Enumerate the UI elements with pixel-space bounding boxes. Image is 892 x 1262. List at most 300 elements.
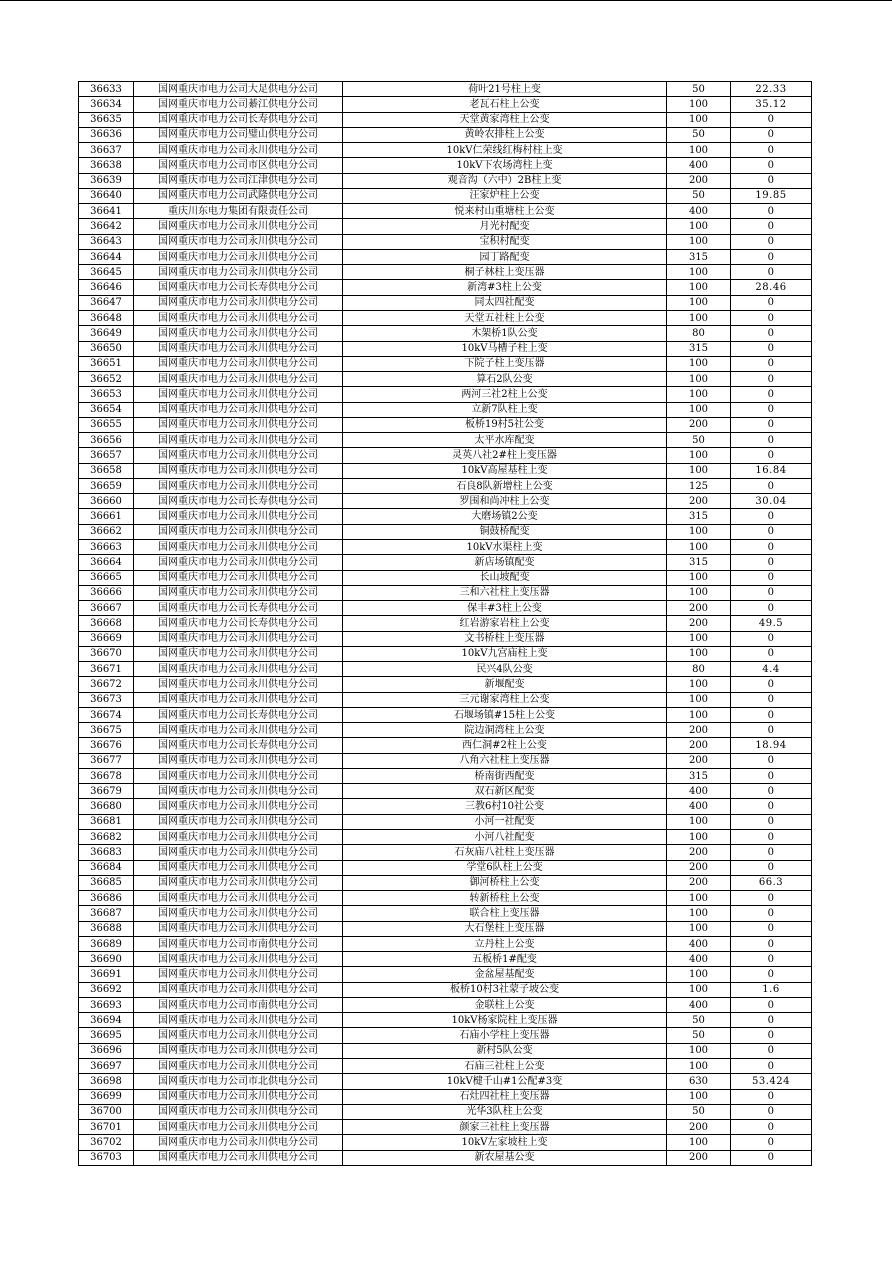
capacity-cell: 100 <box>667 1135 731 1150</box>
transformer-name-cell: 御河桥柱上公变 <box>343 875 667 890</box>
transformer-name-cell: 三教6村10社公变 <box>343 799 667 814</box>
transformer-name-cell: 五板桥1#配变 <box>343 952 667 967</box>
capacity-cell: 315 <box>667 555 731 570</box>
company-cell: 国网重庆市电力公司永川供电分公司 <box>134 539 343 554</box>
value-cell: 66.3 <box>731 875 812 890</box>
capacity-cell: 100 <box>667 97 731 112</box>
capacity-cell: 100 <box>667 814 731 829</box>
row-number-cell: 36675 <box>79 723 134 738</box>
row-number-cell: 36643 <box>79 234 134 249</box>
capacity-cell: 100 <box>667 539 731 554</box>
company-cell: 国网重庆市电力公司永川供电分公司 <box>134 356 343 371</box>
transformer-name-cell: 石灰庙八社柱上变压器 <box>343 845 667 860</box>
transformer-name-cell: 转新桥柱上公变 <box>343 891 667 906</box>
transformer-name-cell: 光华3队柱上公变 <box>343 1104 667 1119</box>
transformer-name-cell: 悦来村山重塘柱上公变 <box>343 204 667 219</box>
value-cell: 0 <box>731 310 812 325</box>
capacity-cell: 400 <box>667 799 731 814</box>
table-row <box>79 280 812 295</box>
capacity-cell: 200 <box>667 173 731 188</box>
table-row <box>79 677 812 692</box>
value-cell: 0 <box>731 906 812 921</box>
company-cell: 国网重庆市电力公司永川供电分公司 <box>134 1043 343 1058</box>
company-cell: 国网重庆市电力公司永川供电分公司 <box>134 402 343 417</box>
row-number-cell: 36654 <box>79 402 134 417</box>
value-cell: 0 <box>731 1059 812 1074</box>
value-cell: 30.04 <box>731 494 812 509</box>
row-number-cell: 36652 <box>79 372 134 387</box>
capacity-cell: 100 <box>667 982 731 997</box>
row-number-cell: 36683 <box>79 845 134 860</box>
row-number-cell: 36647 <box>79 295 134 310</box>
value-cell: 53.424 <box>731 1074 812 1089</box>
capacity-cell: 125 <box>667 478 731 493</box>
company-cell: 国网重庆市电力公司永川供电分公司 <box>134 341 343 356</box>
table-row <box>79 952 812 967</box>
value-cell: 0 <box>731 707 812 722</box>
transformer-name-cell: 新农屋基公变 <box>343 1150 667 1165</box>
table-row <box>79 1074 812 1089</box>
capacity-cell: 100 <box>667 1043 731 1058</box>
transformer-name-cell: 黄岭农排柱上公变 <box>343 127 667 142</box>
capacity-cell: 100 <box>667 295 731 310</box>
transformer-name-cell: 立丹柱上公变 <box>343 936 667 951</box>
value-cell: 0 <box>731 417 812 432</box>
transformer-name-cell: 10kV杨家院柱上变压器 <box>343 1013 667 1028</box>
company-cell: 国网重庆市电力公司大足供电分公司 <box>134 82 343 97</box>
row-number-cell: 36657 <box>79 448 134 463</box>
value-cell: 0 <box>731 524 812 539</box>
row-number-cell: 36689 <box>79 936 134 951</box>
transformer-name-cell: 月光村配变 <box>343 219 667 234</box>
value-cell: 0 <box>731 1089 812 1104</box>
transformer-name-cell: 10kV高屋基柱上变 <box>343 463 667 478</box>
table-row <box>79 1135 812 1150</box>
table-row <box>79 1150 812 1165</box>
table-row <box>79 463 812 478</box>
row-number-cell: 36658 <box>79 463 134 478</box>
value-cell: 0 <box>731 1013 812 1028</box>
value-cell: 16.84 <box>731 463 812 478</box>
row-number-cell: 36655 <box>79 417 134 432</box>
company-cell: 国网重庆市电力公司永川供电分公司 <box>134 1135 343 1150</box>
table-row <box>79 967 812 982</box>
row-number-cell: 36633 <box>79 82 134 97</box>
table-row <box>79 204 812 219</box>
row-number-cell: 36693 <box>79 997 134 1012</box>
table-row <box>79 692 812 707</box>
capacity-cell: 100 <box>667 448 731 463</box>
company-cell: 国网重庆市电力公司长寿供电分公司 <box>134 738 343 753</box>
row-number-cell: 36644 <box>79 249 134 264</box>
capacity-cell: 400 <box>667 158 731 173</box>
capacity-cell: 315 <box>667 249 731 264</box>
table-row <box>79 891 812 906</box>
capacity-cell: 200 <box>667 1120 731 1135</box>
company-cell: 国网重庆市电力公司永川供电分公司 <box>134 555 343 570</box>
value-cell: 0 <box>731 799 812 814</box>
company-cell: 国网重庆市电力公司市北供电分公司 <box>134 1074 343 1089</box>
table-row <box>79 524 812 539</box>
transformer-name-cell: 10kV九宫庙柱上变 <box>343 646 667 661</box>
row-number-cell: 36668 <box>79 616 134 631</box>
transformer-name-cell: 金盆屋基配变 <box>343 967 667 982</box>
table-row <box>79 738 812 753</box>
value-cell: 4.4 <box>731 662 812 677</box>
company-cell: 重庆川东电力集团有限责任公司 <box>134 204 343 219</box>
value-cell: 0 <box>731 295 812 310</box>
row-number-cell: 36656 <box>79 433 134 448</box>
row-number-cell: 36663 <box>79 539 134 554</box>
row-number-cell: 36638 <box>79 158 134 173</box>
company-cell: 国网重庆市电力公司永川供电分公司 <box>134 417 343 432</box>
transformer-name-cell: 保丰#3柱上公变 <box>343 601 667 616</box>
capacity-cell: 50 <box>667 433 731 448</box>
value-cell: 0 <box>731 677 812 692</box>
capacity-cell: 100 <box>667 677 731 692</box>
company-cell: 国网重庆市电力公司市南供电分公司 <box>134 997 343 1012</box>
table-row <box>79 555 812 570</box>
capacity-cell: 315 <box>667 509 731 524</box>
table-row <box>79 158 812 173</box>
table-row <box>79 341 812 356</box>
value-cell: 0 <box>731 112 812 127</box>
value-cell: 0 <box>731 601 812 616</box>
company-cell: 国网重庆市电力公司永川供电分公司 <box>134 219 343 234</box>
row-number-cell: 36700 <box>79 1104 134 1119</box>
row-number-cell: 36666 <box>79 585 134 600</box>
company-cell: 国网重庆市电力公司永川供电分公司 <box>134 1089 343 1104</box>
capacity-cell: 100 <box>667 570 731 585</box>
table-row <box>79 173 812 188</box>
capacity-cell: 100 <box>667 234 731 249</box>
value-cell: 0 <box>731 768 812 783</box>
row-number-cell: 36701 <box>79 1120 134 1135</box>
row-number-cell: 36669 <box>79 631 134 646</box>
capacity-cell: 100 <box>667 692 731 707</box>
row-number-cell: 36679 <box>79 784 134 799</box>
row-number-cell: 36650 <box>79 341 134 356</box>
company-cell: 国网重庆市电力公司永川供电分公司 <box>134 326 343 341</box>
company-cell: 国网重庆市电力公司永川供电分公司 <box>134 875 343 890</box>
row-number-cell: 36670 <box>79 646 134 661</box>
value-cell: 0 <box>731 891 812 906</box>
row-number-cell: 36696 <box>79 1043 134 1058</box>
company-cell: 国网重庆市电力公司永川供电分公司 <box>134 143 343 158</box>
transformer-name-cell: 桥南街西配变 <box>343 768 667 783</box>
table-row <box>79 982 812 997</box>
value-cell: 49.5 <box>731 616 812 631</box>
table-row <box>79 402 812 417</box>
capacity-cell: 100 <box>667 1059 731 1074</box>
value-cell: 0 <box>731 143 812 158</box>
company-cell: 国网重庆市电力公司永川供电分公司 <box>134 845 343 860</box>
table-row <box>79 234 812 249</box>
table-row <box>79 265 812 280</box>
capacity-cell: 100 <box>667 707 731 722</box>
row-number-cell: 36642 <box>79 219 134 234</box>
capacity-cell: 100 <box>667 921 731 936</box>
value-cell: 0 <box>731 555 812 570</box>
value-cell: 0 <box>731 341 812 356</box>
company-cell: 国网重庆市电力公司永川供电分公司 <box>134 921 343 936</box>
row-number-cell: 36660 <box>79 494 134 509</box>
transformer-name-cell: 宝积村配变 <box>343 234 667 249</box>
transformer-name-cell: 新村5队公变 <box>343 1043 667 1058</box>
company-cell: 国网重庆市电力公司永川供电分公司 <box>134 768 343 783</box>
value-cell: 0 <box>731 478 812 493</box>
capacity-cell: 100 <box>667 967 731 982</box>
value-cell: 0 <box>731 936 812 951</box>
transformer-name-cell: 金联柱上公变 <box>343 997 667 1012</box>
company-cell: 国网重庆市电力公司永川供电分公司 <box>134 692 343 707</box>
transformer-name-cell: 两河三社2柱上公变 <box>343 387 667 402</box>
table-body <box>79 82 812 1166</box>
table-row <box>79 921 812 936</box>
value-cell: 0 <box>731 265 812 280</box>
transformer-name-cell: 大磨场镇2公变 <box>343 509 667 524</box>
table-row <box>79 875 812 890</box>
value-cell: 0 <box>731 692 812 707</box>
company-cell: 国网重庆市电力公司永川供电分公司 <box>134 784 343 799</box>
row-number-cell: 36680 <box>79 799 134 814</box>
row-number-cell: 36646 <box>79 280 134 295</box>
transformer-name-cell: 罗围和尚冲柱上公变 <box>343 494 667 509</box>
value-cell: 0 <box>731 921 812 936</box>
capacity-cell: 100 <box>667 906 731 921</box>
row-number-cell: 36698 <box>79 1074 134 1089</box>
table-row <box>79 417 812 432</box>
capacity-cell: 630 <box>667 1074 731 1089</box>
table-row <box>79 1120 812 1135</box>
company-cell: 国网重庆市电力公司永川供电分公司 <box>134 952 343 967</box>
transformer-name-cell: 三元谢家湾柱上公变 <box>343 692 667 707</box>
capacity-cell: 100 <box>667 112 731 127</box>
transformer-name-cell: 板桥10村3社蒙子坡公变 <box>343 982 667 997</box>
row-number-cell: 36673 <box>79 692 134 707</box>
table-row <box>79 768 812 783</box>
table-row <box>79 188 812 203</box>
capacity-cell: 200 <box>667 845 731 860</box>
row-number-cell: 36676 <box>79 738 134 753</box>
row-number-cell: 36699 <box>79 1089 134 1104</box>
transformer-name-cell: 同太四社配变 <box>343 295 667 310</box>
transformer-name-cell: 天堂五社柱上公变 <box>343 310 667 325</box>
company-cell: 国网重庆市电力公司永川供电分公司 <box>134 753 343 768</box>
transformer-name-cell: 小河一社配变 <box>343 814 667 829</box>
value-cell: 0 <box>731 127 812 142</box>
substation-table <box>78 81 812 1166</box>
value-cell: 0 <box>731 570 812 585</box>
transformer-name-cell: 10kV楗千山#1公配#3变 <box>343 1074 667 1089</box>
company-cell: 国网重庆市电力公司綦江供电分公司 <box>134 97 343 112</box>
company-cell: 国网重庆市电力公司永川供电分公司 <box>134 1120 343 1135</box>
value-cell: 0 <box>731 784 812 799</box>
transformer-name-cell: 石庙三社柱上公变 <box>343 1059 667 1074</box>
table-row <box>79 509 812 524</box>
row-number-cell: 36688 <box>79 921 134 936</box>
company-cell: 国网重庆市电力公司长寿供电分公司 <box>134 112 343 127</box>
capacity-cell: 100 <box>667 143 731 158</box>
capacity-cell: 200 <box>667 417 731 432</box>
row-number-cell: 36653 <box>79 387 134 402</box>
capacity-cell: 100 <box>667 387 731 402</box>
table-row <box>79 616 812 631</box>
value-cell: 0 <box>731 509 812 524</box>
company-cell: 国网重庆市电力公司永川供电分公司 <box>134 433 343 448</box>
value-cell: 0 <box>731 402 812 417</box>
capacity-cell: 100 <box>667 524 731 539</box>
capacity-cell: 80 <box>667 326 731 341</box>
company-cell: 国网重庆市电力公司市南供电分公司 <box>134 936 343 951</box>
value-cell: 0 <box>731 204 812 219</box>
transformer-name-cell: 三和六社柱上变压器 <box>343 585 667 600</box>
value-cell: 0 <box>731 723 812 738</box>
table-row <box>79 326 812 341</box>
row-number-cell: 36677 <box>79 753 134 768</box>
capacity-cell: 200 <box>667 723 731 738</box>
table-row <box>79 1059 812 1074</box>
transformer-name-cell: 大石堡柱上变压器 <box>343 921 667 936</box>
company-cell: 国网重庆市电力公司永川供电分公司 <box>134 1013 343 1028</box>
table-row <box>79 662 812 677</box>
row-number-cell: 36694 <box>79 1013 134 1028</box>
capacity-cell: 200 <box>667 1150 731 1165</box>
company-cell: 国网重庆市电力公司永川供电分公司 <box>134 860 343 875</box>
table-row <box>79 830 812 845</box>
capacity-cell: 400 <box>667 936 731 951</box>
capacity-cell: 50 <box>667 1013 731 1028</box>
capacity-cell: 400 <box>667 784 731 799</box>
transformer-name-cell: 石堰场镇#15柱上公变 <box>343 707 667 722</box>
row-number-cell: 36648 <box>79 310 134 325</box>
transformer-name-cell: 铜鼓桥配变 <box>343 524 667 539</box>
table-row <box>79 433 812 448</box>
row-number-cell: 36636 <box>79 127 134 142</box>
transformer-name-cell: 新湾#3柱上公变 <box>343 280 667 295</box>
transformer-name-cell: 八角六社柱上变压器 <box>343 753 667 768</box>
transformer-name-cell: 石良8队新增柱上公变 <box>343 478 667 493</box>
row-number-cell: 36651 <box>79 356 134 371</box>
value-cell: 0 <box>731 158 812 173</box>
transformer-name-cell: 老瓦石柱上公变 <box>343 97 667 112</box>
value-cell: 22.33 <box>731 82 812 97</box>
table-row <box>79 97 812 112</box>
table-row <box>79 1028 812 1043</box>
value-cell: 1.6 <box>731 982 812 997</box>
table-row <box>79 387 812 402</box>
table-row <box>79 82 812 97</box>
capacity-cell: 50 <box>667 188 731 203</box>
capacity-cell: 100 <box>667 1089 731 1104</box>
company-cell: 国网重庆市电力公司璧山供电分公司 <box>134 127 343 142</box>
capacity-cell: 200 <box>667 860 731 875</box>
company-cell: 国网重庆市电力公司永川供电分公司 <box>134 570 343 585</box>
transformer-name-cell: 下院子柱上变压器 <box>343 356 667 371</box>
company-cell: 国网重庆市电力公司长寿供电分公司 <box>134 494 343 509</box>
company-cell: 国网重庆市电力公司永川供电分公司 <box>134 1104 343 1119</box>
table-row <box>79 356 812 371</box>
table-row <box>79 845 812 860</box>
table-row <box>79 143 812 158</box>
value-cell: 0 <box>731 234 812 249</box>
row-number-cell: 36667 <box>79 601 134 616</box>
company-cell: 国网重庆市电力公司长寿供电分公司 <box>134 616 343 631</box>
company-cell: 国网重庆市电力公司永川供电分公司 <box>134 906 343 921</box>
transformer-name-cell: 园丁路配变 <box>343 249 667 264</box>
company-cell: 国网重庆市电力公司武隆供电分公司 <box>134 188 343 203</box>
transformer-name-cell: 10kV仁荣线红梅村柱上变 <box>343 143 667 158</box>
value-cell: 0 <box>731 219 812 234</box>
row-number-cell: 36684 <box>79 860 134 875</box>
capacity-cell: 200 <box>667 875 731 890</box>
table-row <box>79 1104 812 1119</box>
transformer-name-cell: 汪家炉柱上公变 <box>343 188 667 203</box>
value-cell: 0 <box>731 387 812 402</box>
page-top-rule <box>0 0 892 1</box>
row-number-cell: 36697 <box>79 1059 134 1074</box>
value-cell: 0 <box>731 814 812 829</box>
company-cell: 国网重庆市电力公司永川供电分公司 <box>134 448 343 463</box>
value-cell: 0 <box>731 585 812 600</box>
table-row <box>79 631 812 646</box>
company-cell: 国网重庆市电力公司永川供电分公司 <box>134 310 343 325</box>
company-cell: 国网重庆市电力公司永川供电分公司 <box>134 249 343 264</box>
capacity-cell: 200 <box>667 753 731 768</box>
value-cell: 0 <box>731 830 812 845</box>
row-number-cell: 36671 <box>79 662 134 677</box>
company-cell: 国网重庆市电力公司永川供电分公司 <box>134 799 343 814</box>
row-number-cell: 36665 <box>79 570 134 585</box>
row-number-cell: 36641 <box>79 204 134 219</box>
company-cell: 国网重庆市电力公司永川供电分公司 <box>134 662 343 677</box>
transformer-name-cell: 木架桥1队公变 <box>343 326 667 341</box>
transformer-name-cell: 长山坡配变 <box>343 570 667 585</box>
company-cell: 国网重庆市电力公司永川供电分公司 <box>134 1028 343 1043</box>
company-cell: 国网重庆市电力公司永川供电分公司 <box>134 814 343 829</box>
capacity-cell: 100 <box>667 280 731 295</box>
company-cell: 国网重庆市电力公司永川供电分公司 <box>134 478 343 493</box>
table-row <box>79 570 812 585</box>
row-number-cell: 36661 <box>79 509 134 524</box>
table-row <box>79 860 812 875</box>
transformer-name-cell: 观音沟（六中）2B柱上变 <box>343 173 667 188</box>
table-row <box>79 753 812 768</box>
table-row <box>79 707 812 722</box>
company-cell: 国网重庆市电力公司永川供电分公司 <box>134 585 343 600</box>
capacity-cell: 100 <box>667 463 731 478</box>
table-row <box>79 723 812 738</box>
transformer-name-cell: 学堂6队柱上公变 <box>343 860 667 875</box>
capacity-cell: 200 <box>667 616 731 631</box>
row-number-cell: 36664 <box>79 555 134 570</box>
value-cell: 0 <box>731 845 812 860</box>
capacity-cell: 400 <box>667 204 731 219</box>
company-cell: 国网重庆市电力公司永川供电分公司 <box>134 982 343 997</box>
table-row <box>79 372 812 387</box>
table-row <box>79 784 812 799</box>
capacity-cell: 50 <box>667 127 731 142</box>
transformer-name-cell: 立新7队柱上变 <box>343 402 667 417</box>
row-number-cell: 36635 <box>79 112 134 127</box>
row-number-cell: 36687 <box>79 906 134 921</box>
company-cell: 国网重庆市电力公司永川供电分公司 <box>134 372 343 387</box>
transformer-name-cell: 荷叶21号柱上变 <box>343 82 667 97</box>
row-number-cell: 36686 <box>79 891 134 906</box>
table-row <box>79 295 812 310</box>
capacity-cell: 100 <box>667 585 731 600</box>
table-row <box>79 1013 812 1028</box>
